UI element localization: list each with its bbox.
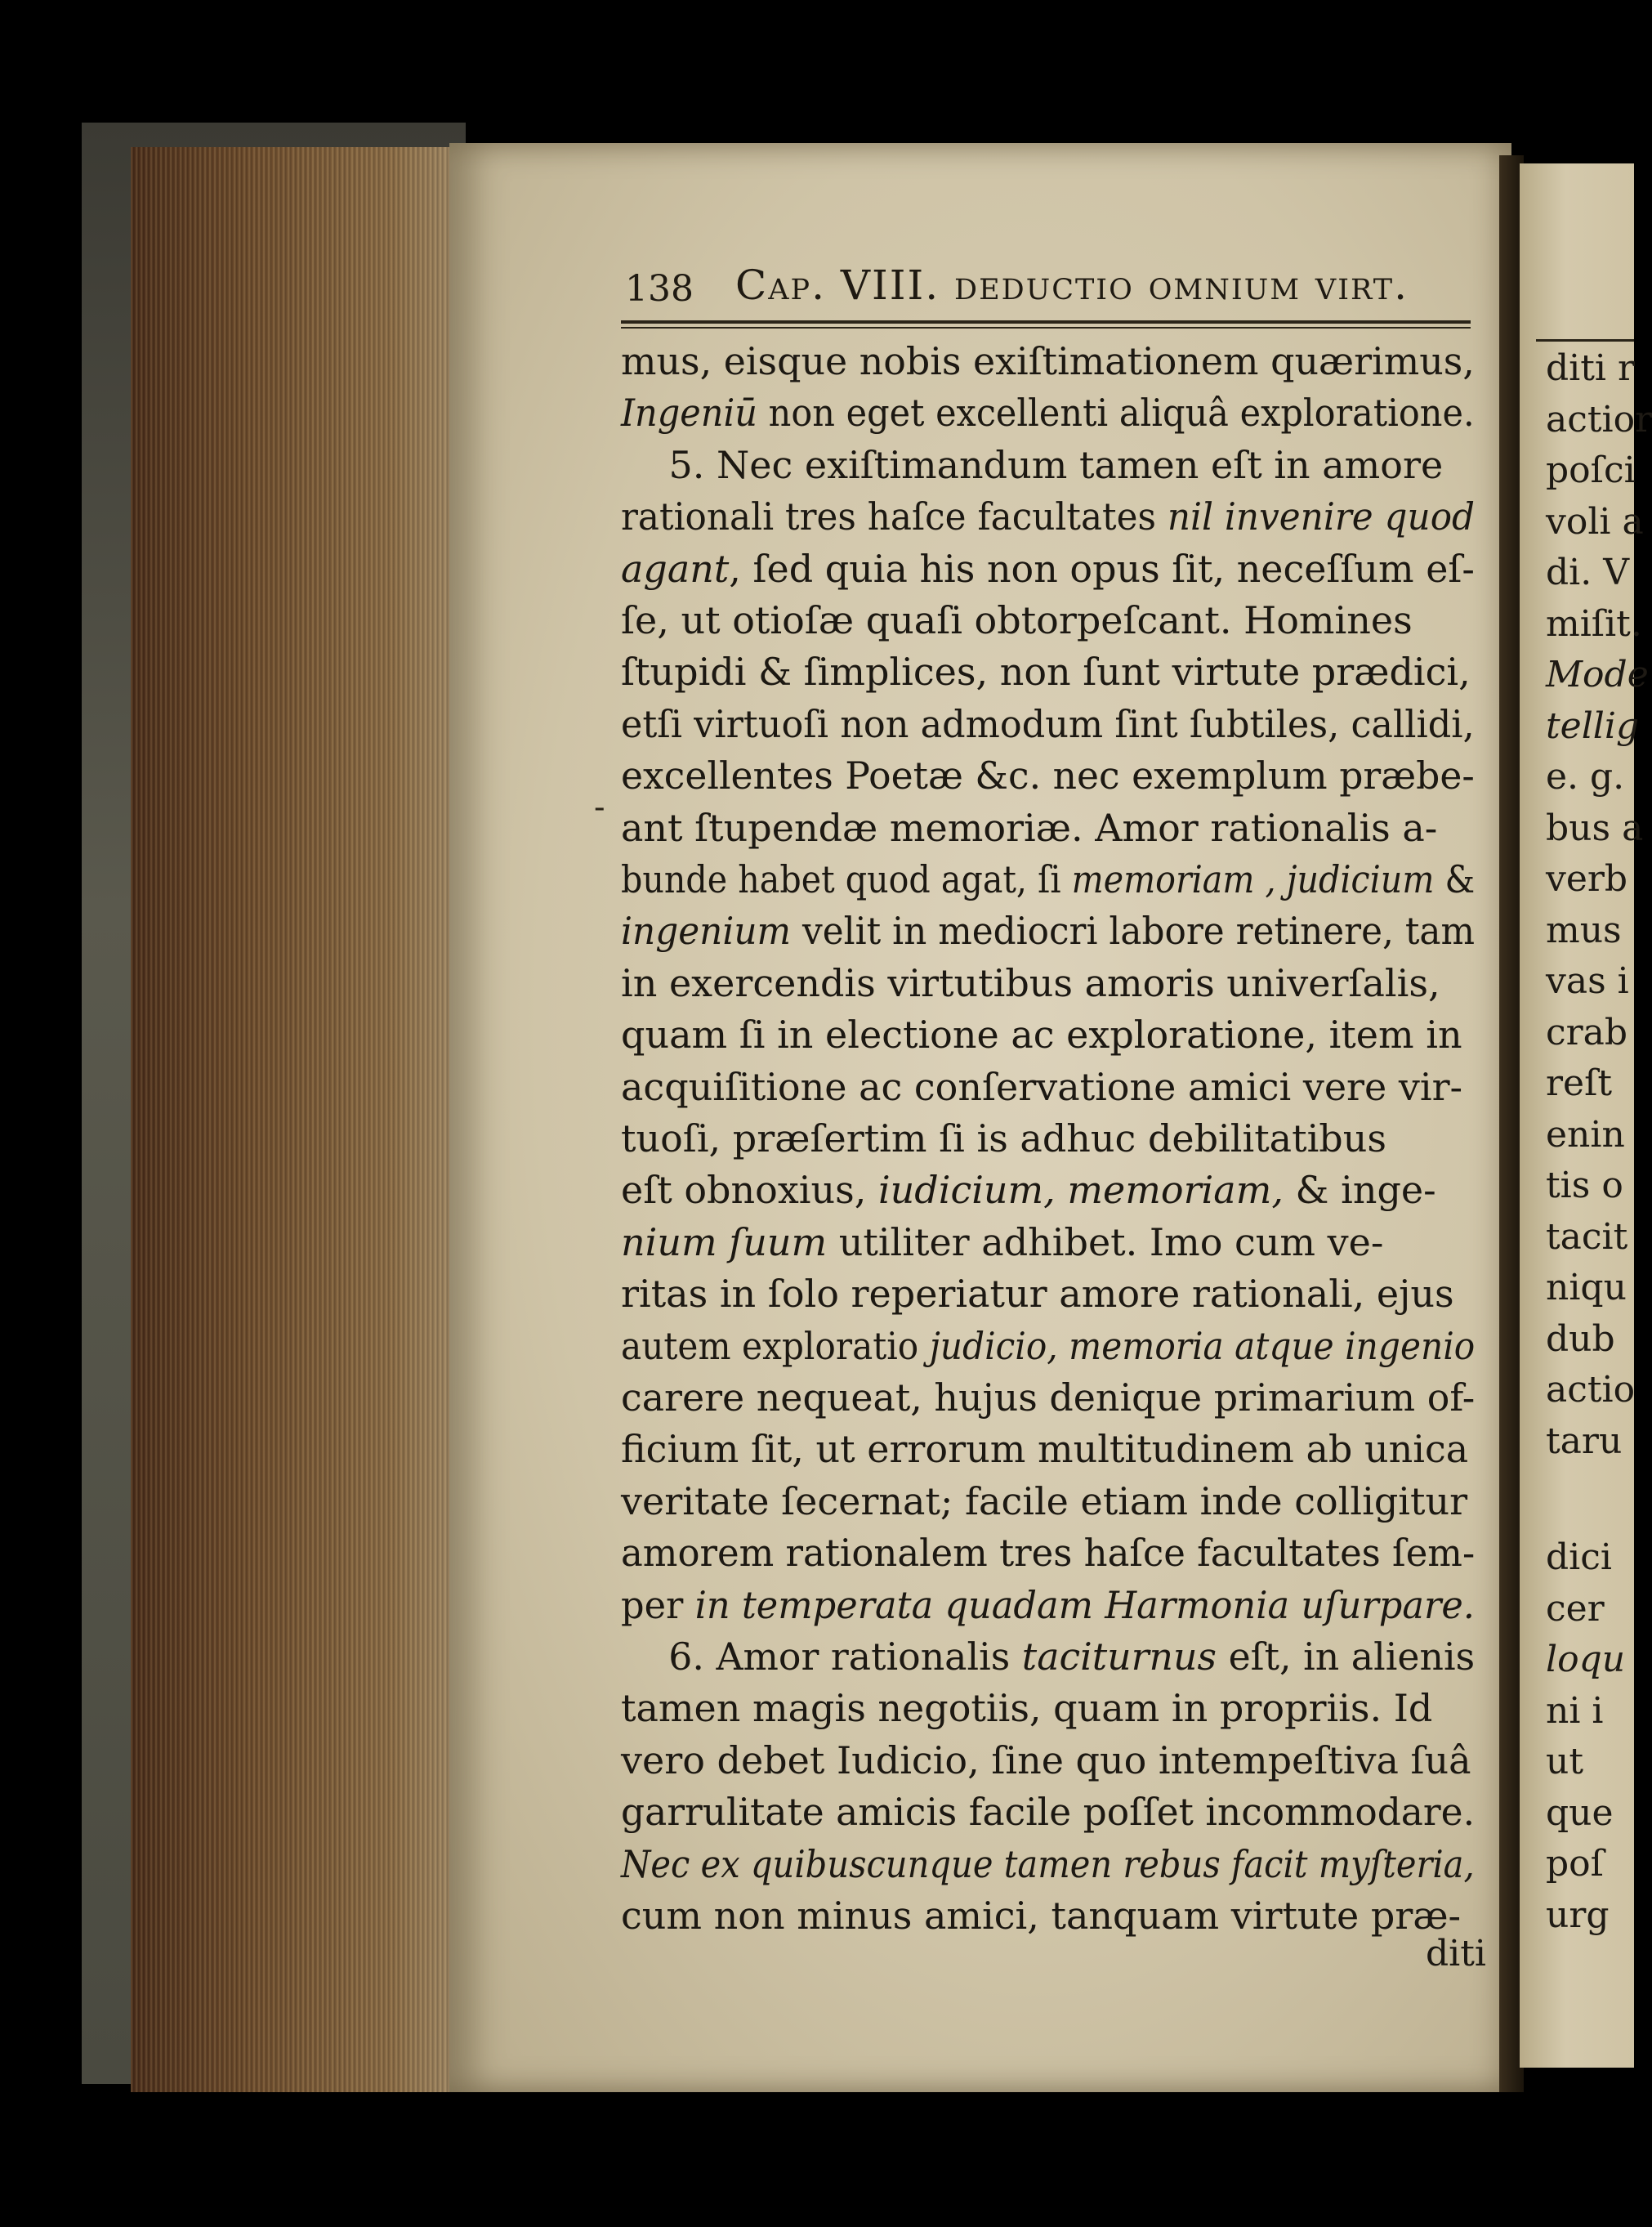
right-page-line-fragment: vas i [1546, 960, 1629, 1002]
right-page-rule [1536, 339, 1634, 342]
text-line [621, 855, 1475, 904]
right-page-line-fragment: mus [1546, 909, 1622, 951]
text-run: veritate ſecernat; facile etiam inde colligitur [621, 1478, 1468, 1523]
text-run: bunde habet quod agat, ſi [621, 857, 1072, 901]
right-page-line-fragment: poſci [1546, 449, 1636, 491]
right-page-line-fragment: reſt [1546, 1062, 1613, 1104]
right-page-fragment [1520, 163, 1652, 2068]
text-line [621, 1684, 1432, 1733]
right-page-line-fragment: diti r [1546, 347, 1636, 389]
text-run: in exercendis virtutibus amoris univerſalis, [621, 960, 1440, 1005]
text-line [621, 647, 1471, 696]
text-run: amorem rationalem tres haſce facultates ſem- [621, 1531, 1476, 1576]
right-page-line-fragment: loqu [1546, 1639, 1626, 1680]
right-page-line-fragment: voli a [1546, 500, 1644, 543]
text-run: 5. Nec exiſtimandum tamen eſt in amore [621, 442, 1444, 487]
text-run: ritas in ſolo reperiatur amore rationali, ejus [621, 1272, 1454, 1317]
right-page-line-fragment: actior [1546, 398, 1652, 440]
chapter-title: Cap. VIII. deductio omnium virt. [735, 262, 1409, 309]
right-page-line-fragment: poſ [1546, 1843, 1604, 1885]
text-line [621, 959, 1440, 1008]
text-run: quam ſi in electione ac exploratione, item in [621, 1013, 1462, 1058]
text-run: etſi virtuoſi non admodum ſint ſubtiles, callidi, [621, 701, 1475, 746]
italic-run: agant [621, 546, 730, 591]
text-run: garrulitate amicis facile poſſet incommodare. [621, 1790, 1476, 1835]
text-run: eſt, in alienis [1217, 1634, 1476, 1679]
text-line [621, 492, 1475, 541]
text-line [621, 388, 1475, 437]
right-page-line-fragment: ni i [1546, 1689, 1604, 1732]
text-run: carere nequeat, hujus denique primarium of- [621, 1375, 1476, 1420]
right-page-line-fragment: miſit. [1546, 602, 1642, 645]
header-rule-thin [621, 327, 1471, 329]
text-line [621, 1787, 1475, 1836]
text-line [621, 700, 1475, 749]
text-line [621, 1632, 1475, 1681]
text-run: & inge- [1283, 1168, 1436, 1213]
italic-run: Nec ex quibuscunque tamen rebus facit myſteria, [621, 1841, 1475, 1886]
text-line [621, 751, 1475, 800]
text-line [621, 1062, 1462, 1111]
running-header [621, 262, 1471, 319]
right-page-line-fragment: ut [1546, 1741, 1584, 1782]
text-line [621, 544, 1475, 593]
catchword: diti [1426, 1933, 1486, 1974]
right-page-line-fragment: tacit [1546, 1215, 1628, 1258]
text-run: eſt obnoxius, [621, 1168, 878, 1213]
text-line [621, 1010, 1462, 1059]
right-page-line-fragment: que [1546, 1791, 1614, 1834]
right-page-line-fragment: taru [1546, 1420, 1623, 1462]
italic-run: nium ſuum [621, 1219, 828, 1264]
text-line [621, 1321, 1475, 1371]
text-run: vero debet Iudicio, ſine quo intempeſtiva ſuâ [621, 1737, 1471, 1782]
margin-mark: - [594, 789, 605, 826]
text-line [621, 803, 1437, 852]
text-run: ant ſtupendæ memoriæ. Amor rationalis a- [621, 805, 1438, 850]
italic-run: in temperata quadam Harmonia uſurpare. [694, 1582, 1475, 1627]
right-page-line-fragment: verb [1546, 858, 1628, 900]
text-run: rationali tres haſce facultates [621, 494, 1168, 539]
right-page-line-fragment: tis o [1546, 1165, 1623, 1206]
text-run: & [1434, 857, 1476, 901]
text-line [621, 1373, 1475, 1422]
text-line [621, 1581, 1475, 1630]
right-page-line-fragment: niqu [1546, 1267, 1627, 1308]
text-run: ficium ſit, ut errorum multitudinem ab unica [621, 1427, 1469, 1472]
text-line [621, 1477, 1467, 1526]
right-page-line-fragment: tellig [1546, 704, 1640, 747]
italic-run: taciturnus [1021, 1634, 1217, 1679]
text-run: utiliter adhibet. Imo cum ve- [827, 1219, 1384, 1264]
text-run: per [621, 1582, 695, 1627]
page-number: 138 [625, 268, 694, 310]
right-page-line-fragment: Mode [1546, 654, 1649, 695]
text-line [621, 1528, 1475, 1577]
page-block-edge [131, 147, 458, 2092]
right-page-line-fragment: enin [1546, 1113, 1625, 1156]
right-page-line-fragment: di. V [1546, 552, 1629, 593]
right-page-line-fragment: dici [1546, 1536, 1612, 1578]
text-run: autem exploratio [621, 1323, 930, 1368]
text-line [621, 1165, 1436, 1214]
text-run: , ſed quia his non opus ſit, neceſſum eſ- [729, 546, 1475, 591]
italic-run: ingenium [621, 909, 792, 954]
right-page-line-fragment: actio [1546, 1369, 1636, 1411]
text-run: velit in mediocri labore retinere, tam [791, 909, 1476, 954]
right-page-line-fragment: e. g. [1546, 756, 1625, 798]
header-rule [621, 320, 1471, 324]
text-run: ſe, ut otioſæ quaſi obtorpeſcant. Homines [621, 598, 1413, 642]
text-line [621, 1269, 1454, 1318]
text-run: acquiſitione ac conſervatione amici vere vir- [621, 1064, 1463, 1109]
text-run: 6. Amor rationalis [621, 1634, 1022, 1679]
right-page-line-fragment: bus a [1546, 807, 1644, 849]
italic-run: Ingeniū [621, 391, 757, 436]
italic-run: judicio, memoria atque ingenio [929, 1323, 1476, 1368]
italic-run: iudicium, memoriam, [877, 1168, 1284, 1213]
text-run: non eget excellenti aliquâ exploratione. [757, 391, 1475, 436]
right-page-line-fragment: cer [1546, 1587, 1605, 1630]
text-line [621, 440, 1443, 490]
text-line [621, 1424, 1468, 1473]
text-run: ſtupidi & ſimplices, non ſunt virtute prædici, [621, 650, 1471, 695]
text-line [621, 337, 1475, 386]
text-line [621, 906, 1475, 955]
italic-run: nil invenire quod [1167, 494, 1476, 539]
text-run: cum non minus amici, tanquam virtute præ- [621, 1894, 1462, 1938]
right-page-line-fragment: dub [1546, 1317, 1615, 1360]
text-run: excellentes Poetæ &c. nec exemplum præbe- [621, 754, 1475, 798]
right-page-line-fragment: urg [1546, 1894, 1610, 1936]
text-run: mus, eisque nobis exiſtimationem quærimus, [621, 339, 1475, 383]
right-page-line-fragment: crab [1546, 1011, 1628, 1053]
text-line [621, 1218, 1383, 1267]
text-line [621, 1736, 1471, 1785]
text-line [621, 1891, 1461, 1940]
text-run: tamen magis negotiis, quam in propriis. Id [621, 1686, 1433, 1731]
text-run: tuoſi, præſertim ſi is adhuc debilitatibus [621, 1116, 1386, 1160]
text-line [621, 1840, 1475, 1889]
italic-run: memoriam , judicium [1071, 857, 1435, 901]
text-line [621, 596, 1413, 645]
text-line [621, 1114, 1386, 1163]
